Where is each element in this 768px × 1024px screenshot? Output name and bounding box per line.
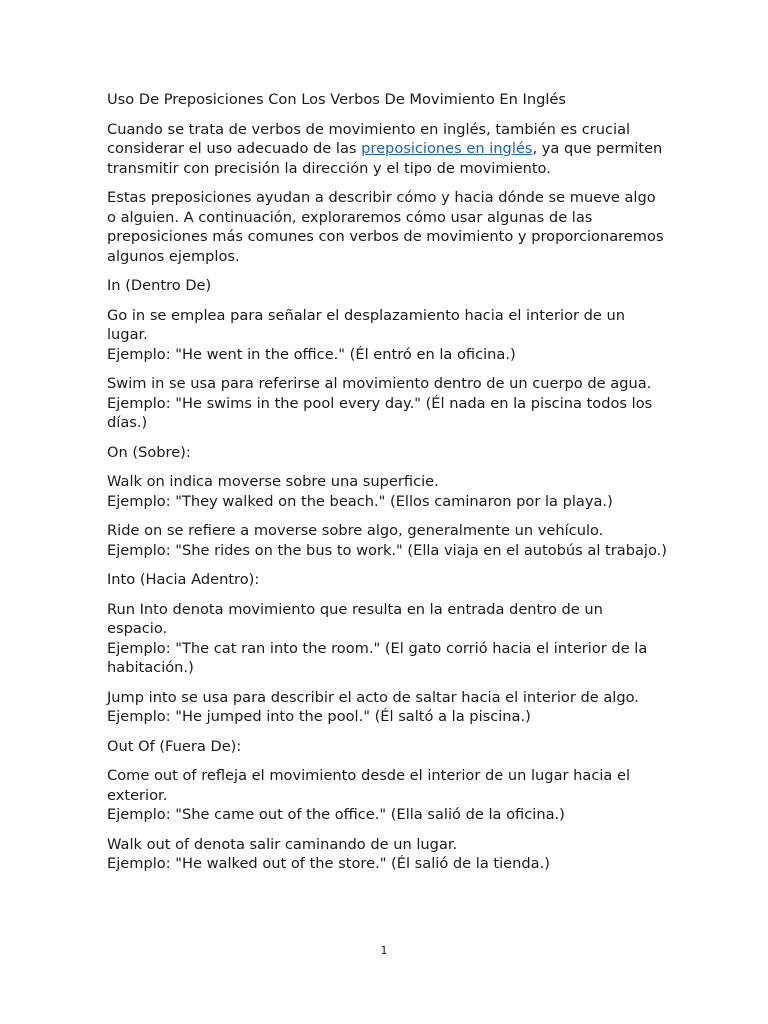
intro-text-before-link: Cuando se trata de verbos de movimiento en inglés, también es crucial considerar el uso adecuado de las [107, 120, 631, 157]
document-title: Uso De Preposiciones Con Los Verbos De Movimiento En Inglés [107, 91, 566, 108]
entry-go-in [107, 306, 667, 365]
entry-example: Ejemplo: "She came out of the office." (Ella salió de la oficina.) [107, 806, 565, 823]
entry-example: Ejemplo: "He jumped into the pool." (Él saltó a la piscina.) [107, 708, 531, 725]
entry-example: Ejemplo: "He walked out of the store." (Él salió de la tienda.) [107, 855, 550, 872]
entry-come-out-of [107, 766, 667, 825]
entry-walk-out-of [107, 835, 667, 874]
page-number: 1 [380, 944, 388, 957]
entry-example: Ejemplo: "The cat ran into the room." (El gato corrió hacia el interior de la habitación.) [107, 639, 648, 676]
entry-jump-into [107, 688, 667, 727]
entry-description: Go in se emplea para señalar el desplazamiento hacia el interior de un lugar. [107, 306, 626, 343]
section-heading-out-of: Out Of (Fuera De): [107, 737, 242, 755]
entry-example: Ejemplo: "They walked on the beach." (Ellos caminaron por la playa.) [107, 492, 613, 510]
entry-description: Walk on indica moverse sobre una superficie. [107, 473, 439, 490]
entry-walk-on [107, 472, 667, 511]
entry-description: Walk out of denota salir caminando de un lugar. [107, 835, 458, 853]
entry-example: Ejemplo: "She rides on the bus to work." (Ella viaja en el autobús al trabajo.) [107, 541, 667, 559]
entry-swim-in [107, 374, 667, 433]
section-heading-on: On (Sobre): [107, 443, 191, 461]
intro-text-after-link: , ya que permiten transmitir con precisión la dirección y el tipo de movimiento. [107, 140, 663, 177]
entry-run-into [107, 600, 667, 678]
intro-paragraph [107, 120, 667, 179]
entry-description: Run Into denota movimiento que resulta en la entrada dentro de un espacio. [107, 600, 603, 637]
entry-description: Come out of refleja el movimiento desde el interior de un lugar hacia el exterior. [107, 767, 631, 804]
section-heading-in: In (Dentro De) [107, 277, 212, 294]
prepositions-link[interactable]: preposiciones en inglés [361, 140, 533, 157]
entry-description: Swim in se usa para referirse al movimiento dentro de un cuerpo de agua. [107, 375, 652, 392]
entry-description: Ride on se refiere a moverse sobre algo, generalmente un vehículo. [107, 522, 604, 539]
document-body [107, 90, 667, 884]
section-heading-into: Into (Hacia Adentro): [107, 571, 260, 588]
entry-example: Ejemplo: "He went in the office." (Él entró en la oficina.) [107, 345, 516, 363]
entry-description: Jump into se usa para describir el acto de saltar hacia el interior de algo. [107, 688, 639, 706]
overview-paragraph: Estas preposiciones ayudan a describir cómo y hacia dónde se mueve algo o alguien. A continuación, exploraremos cómo usar algunas de las preposiciones más comunes con verbos de movimiento y proporcionaremos algunos ejemplos. [107, 189, 664, 265]
entry-example: Ejemplo: "He swims in the pool every day." (Él nada en la piscina todos los días.) [107, 394, 653, 431]
entry-ride-on [107, 521, 667, 560]
